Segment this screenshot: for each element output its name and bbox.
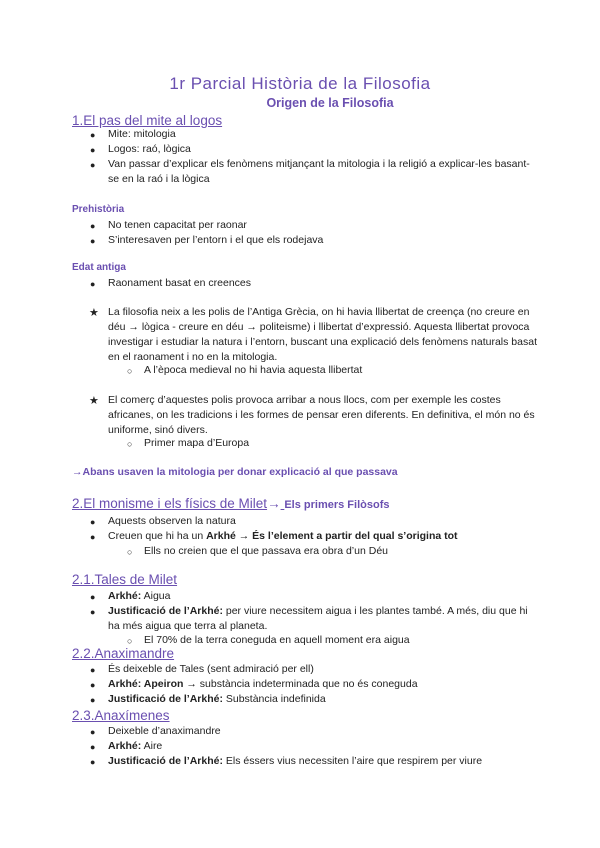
list-item	[108, 739, 538, 754]
list-item: Raonament basat en creences	[108, 277, 252, 289]
section-heading-extra: Els primers Filòsofs	[284, 499, 390, 511]
bullet: ●	[90, 236, 96, 246]
list-item	[108, 589, 538, 604]
bullet: ●	[90, 145, 96, 155]
section-heading-tales: 2.1.Tales de Milet	[72, 572, 178, 587]
list-item	[108, 529, 538, 544]
justificacio-value: Els éssers vius necessiten l’aire que respirem per viure	[222, 755, 483, 767]
arkhe-value: Aigua	[141, 590, 171, 602]
section-heading-monisme	[72, 496, 389, 511]
bullet: ●	[90, 607, 96, 617]
subheading-edat-antiga: Edat antiga	[72, 262, 126, 273]
justificacio-label: Justificació de l’Arkhé:	[108, 755, 223, 767]
list-item: És deixeble de Tales (sent admiració per ell)	[108, 663, 314, 675]
list-item: Deixeble d’anaximandre	[108, 725, 221, 737]
list-item: Van passar d’explicar els fenòmens mitjançant la mitologia i la religió a explicar-les basant-se en la raó i la lògica	[108, 158, 530, 185]
note-mitologia: →Abans usaven la mitologia per donar explicació al que passava	[72, 466, 398, 478]
justificacio-label: Justificació de l’Arkhé:	[108, 693, 223, 705]
document-title: 1r Parcial Història de la Filosofia	[169, 74, 431, 93]
list-item: Aquests observen la natura	[108, 515, 236, 527]
circle-bullet: ○	[127, 547, 133, 557]
bullet: ●	[90, 680, 96, 690]
star-paragraph: El comerç d’aquestes polis provoca arribar a nous llocs, com per exemple les costes africanes, on les tradicions i les formes de pensar eren diferents. En definitiva, el món no és uniforme, sinó divers.	[108, 394, 535, 436]
list-item	[108, 692, 538, 707]
star-paragraph: La filosofia neix a les polis de l’Antiga Grècia, on hi havia llibertat de creença (no creure en déu → lògica - creure en déu → politeisme) i llibertat d’expressió. Aquesta llibertat provoca investigar i estudiar la natura i l’entorn, buscant una explicació dels fenòmens naturals basat en el raonament i no en la mitologia.	[108, 306, 537, 363]
bullet: ●	[90, 221, 96, 231]
section-heading-anaximandre: 2.2.Anaximandre	[72, 646, 175, 661]
sub-list-item: Primer mapa d’Europa	[144, 437, 250, 449]
bullet: ●	[90, 592, 96, 602]
list-item	[108, 677, 538, 692]
arkhe-label: Arkhé:	[108, 740, 142, 752]
sub-list-item: Ells no creien que el que passava era obra d’un Déu	[144, 545, 388, 557]
bullet: ●	[90, 279, 96, 289]
arkhe-label: Arkhé:	[108, 590, 142, 602]
arkhe-value: Aire	[141, 740, 163, 752]
arkhe-label: Arkhé: Apeiron	[108, 678, 184, 690]
star-bullet-icon: ★	[89, 307, 99, 319]
arkhe-value: → substància indeterminada que no és coneguda	[183, 678, 418, 690]
document-subtitle: Origen de la Filosofia	[266, 96, 394, 110]
circle-bullet: ○	[127, 366, 133, 376]
section-heading-anaximenes: 2.3.Anaxímenes	[72, 708, 170, 723]
sub-list-item: El 70% de la terra coneguda en aquell moment era aigua	[144, 634, 410, 646]
section-heading-text: 2.El monisme i els físics de Milet	[72, 496, 268, 511]
circle-bullet: ○	[127, 439, 133, 449]
justificacio-value: Substància indefinida	[222, 693, 326, 705]
list-item-text: Creuen que hi ha un	[108, 530, 207, 542]
circle-bullet: ○	[127, 636, 133, 646]
arkhe-definition: Arkhé → És l’element a partir del qual s’origina tot	[206, 530, 458, 542]
bullet: ●	[90, 727, 96, 737]
list-item	[108, 604, 538, 634]
justificacio-value: per viure necessitem aigua i les plantes també. A més, diu que hi ha més aigua que terra al planeta.	[108, 605, 528, 632]
star-bullet-icon: ★	[89, 395, 99, 407]
arrow-icon: →	[267, 496, 281, 511]
bullet: ●	[90, 742, 96, 752]
bullet: ●	[90, 532, 96, 542]
section-heading-mite-logos: 1.El pas del mite al logos	[72, 113, 223, 128]
justificacio-label: Justificació de l’Arkhé:	[108, 605, 223, 617]
bullet: ●	[90, 130, 96, 140]
list-item: Logos: raó, lògica	[108, 143, 191, 155]
list-item: Mite: mitologia	[108, 128, 176, 140]
subheading-prehistoria: Prehistòria	[72, 204, 125, 215]
list-item: S’interesaven per l’entorn i el que els rodejava	[108, 234, 324, 246]
bullet: ●	[90, 665, 96, 675]
bullet: ●	[90, 160, 96, 170]
list-item: No tenen capacitat per raonar	[108, 219, 247, 231]
bullet: ●	[90, 517, 96, 527]
sub-list-item: A l’època medieval no hi havia aquesta llibertat	[144, 364, 363, 376]
bullet: ●	[90, 757, 96, 767]
list-item	[108, 754, 538, 769]
bullet: ●	[90, 695, 96, 705]
